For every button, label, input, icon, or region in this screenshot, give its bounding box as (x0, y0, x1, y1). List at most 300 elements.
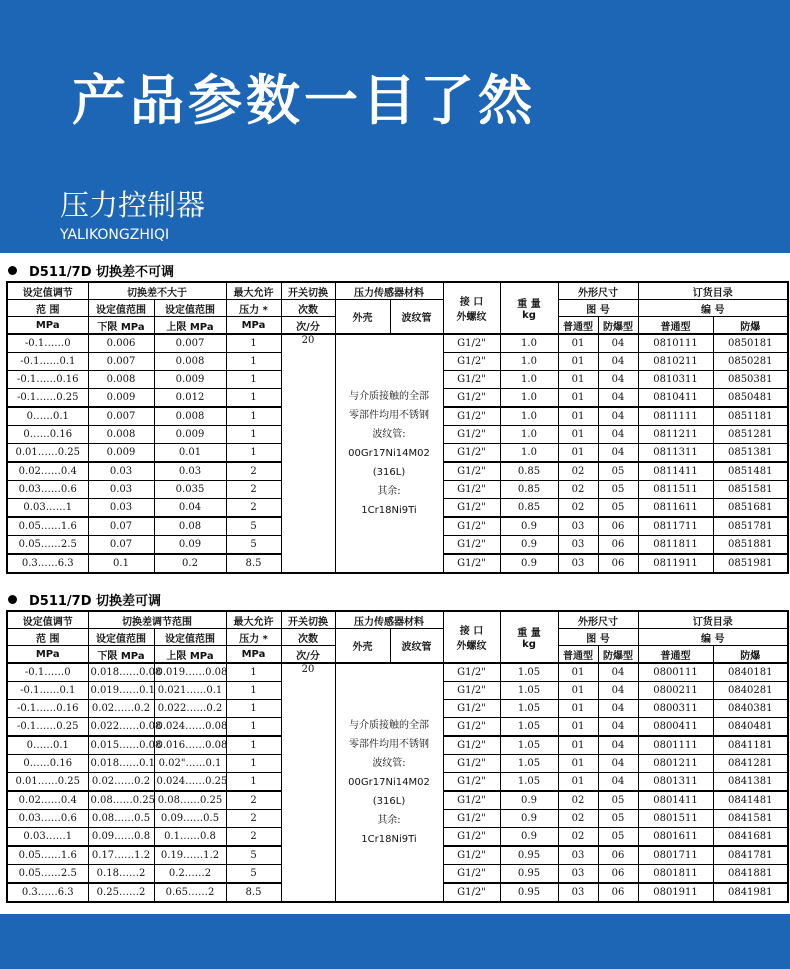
table-cell: 0.3……6.3 (7, 883, 88, 902)
table-cell: -0.1……0.25 (7, 718, 88, 737)
table-cell: 0.007 (154, 334, 226, 353)
table-cell: G1/2" (443, 663, 500, 682)
table-cell: G1/2" (443, 846, 500, 865)
table-cell: 0.03……0.6 (7, 481, 88, 499)
table-cell: 04 (598, 353, 638, 371)
table-cell: G1/2" (443, 426, 500, 444)
table-cell: 0.035 (154, 481, 226, 499)
footer-band (0, 914, 790, 969)
col-header-order-sub: 编 号 (638, 300, 788, 317)
spec-sheet (0, 253, 790, 914)
table-cell: 0850481 (713, 389, 788, 408)
table-cell: 0.021……0.1 (154, 682, 226, 700)
table-cell: 0801911 (638, 883, 713, 902)
col-header-port (443, 282, 500, 334)
table-cell: 0811211 (638, 426, 713, 444)
material-note (335, 334, 443, 573)
table-cell: 05 (598, 499, 638, 518)
table-cell: 1.05 (500, 736, 558, 755)
col-header-range-2: 范 围 (7, 300, 88, 317)
col-header-weight (500, 282, 558, 334)
spec-section-2 (6, 588, 787, 903)
table-cell: 0.02……0.2 (88, 773, 154, 792)
table-cell: 05 (598, 810, 638, 828)
table-cell: 0.2 (154, 554, 226, 573)
table-cell: 0851781 (713, 517, 788, 536)
col-header-order-normal: 普通型 (638, 317, 713, 335)
table-cell: 1.05 (500, 682, 558, 700)
table-cell: 01 (558, 663, 598, 682)
material-line: (316L) (372, 467, 406, 478)
table-cell: 0.08……0.5 (88, 810, 154, 828)
table-cell: 01 (558, 773, 598, 792)
table-cell: 0851181 (713, 407, 788, 426)
col-header-switch-count: 开关切换 (281, 282, 335, 300)
table-cell: 0.006 (88, 334, 154, 353)
table-cell: 05 (598, 791, 638, 810)
table-cell: 04 (598, 718, 638, 737)
table-cell: 0.9 (500, 828, 558, 847)
table-cell: 0.9 (500, 791, 558, 810)
table-cell: 0.01……0.25 (7, 444, 88, 463)
table-cell: 0.08……0.25 (88, 791, 154, 810)
table-cell: 01 (558, 389, 598, 408)
table-cell: 1 (226, 407, 281, 426)
table-cell: G1/2" (443, 791, 500, 810)
col-header-dim-normal: 普通型 (558, 646, 598, 664)
table-cell: 1.0 (500, 426, 558, 444)
table-cell: 0801511 (638, 810, 713, 828)
table-cell: 0.007 (88, 353, 154, 371)
table-cell: 04 (598, 755, 638, 773)
table-cell: G1/2" (443, 444, 500, 463)
table-cell: 0.9 (500, 517, 558, 536)
table-cell: 0.022……0.08 (88, 718, 154, 737)
table-cell: 03 (558, 536, 598, 555)
table-cell: G1/2" (443, 407, 500, 426)
table-cell: 1 (226, 700, 281, 718)
table-cell: G1/2" (443, 481, 500, 499)
table-cell: 03 (558, 846, 598, 865)
table-cell: G1/2" (443, 828, 500, 847)
table-cell: 0.009 (154, 426, 226, 444)
col-header-switch-count-2: 次数 (281, 300, 335, 317)
table-cell: 04 (598, 700, 638, 718)
table-cell: 0811811 (638, 536, 713, 555)
table-cell: 0850181 (713, 334, 788, 353)
col-header-dim-explosion: 防爆型 (598, 317, 638, 335)
table-cell: 0.07 (88, 536, 154, 555)
table-cell: 0811911 (638, 554, 713, 573)
col-header-switch-count-2: 次数 (281, 629, 335, 646)
table-cell: 0840181 (713, 663, 788, 682)
table-cell: 1 (226, 755, 281, 773)
table-cell: G1/2" (443, 718, 500, 737)
col-header-sensor-material: 压力传感器材料 (335, 282, 443, 300)
table-cell: 0.022……0.2 (154, 700, 226, 718)
table-cell: 0.95 (500, 865, 558, 884)
table-cell: 0840481 (713, 718, 788, 737)
port-header-line1: 接 口 (459, 297, 484, 308)
table-cell: 0810211 (638, 353, 713, 371)
col-header-weight (500, 611, 558, 663)
table-cell: 0.95 (500, 883, 558, 902)
table-cell: 0.01……0.25 (7, 773, 88, 792)
col-header-range: 设定值调节 (7, 611, 88, 629)
material-line: 1Cr18Ni9Ti (361, 505, 417, 516)
table-cell: 0.85 (500, 481, 558, 499)
port-header-line2: 外螺纹 (456, 312, 487, 323)
table-cell: 0.1 (88, 554, 154, 573)
table-cell: 01 (558, 353, 598, 371)
table-cell: 0.024……0.25 (154, 773, 226, 792)
weight-header-line2: kg (522, 310, 536, 321)
table-cell: 0.95 (500, 846, 558, 865)
table-cell: 0.01 (154, 444, 226, 463)
bullet-icon (8, 595, 17, 604)
table-cell: 0.3……6.3 (7, 554, 88, 573)
col-header-max-pressure-unit: MPa (226, 317, 281, 335)
table-cell: 0801711 (638, 846, 713, 865)
material-line: 与介质接触的全部 (349, 720, 429, 731)
table-cell: 04 (598, 682, 638, 700)
material-line: 零部件均用不锈钢 (349, 739, 429, 750)
table-cell: 1.05 (500, 718, 558, 737)
table-cell: 2 (226, 481, 281, 499)
table-cell: 0.02……0.4 (7, 462, 88, 481)
table-cell: 0841881 (713, 865, 788, 884)
table-cell: 0.03 (88, 499, 154, 518)
table-cell: 0.018……0.1 (88, 755, 154, 773)
table-cell: -0.1……0.25 (7, 389, 88, 408)
table-cell: 0.03 (88, 481, 154, 499)
table-cell: 0851881 (713, 536, 788, 555)
table-cell: G1/2" (443, 755, 500, 773)
table-cell: 1 (226, 334, 281, 353)
table-cell: 2 (226, 499, 281, 518)
table-cell: 0……0.16 (7, 426, 88, 444)
table-cell: 0811411 (638, 462, 713, 481)
section-heading (6, 588, 787, 610)
table-cell: 04 (598, 773, 638, 792)
table-cell: 0800111 (638, 663, 713, 682)
table-cell: G1/2" (443, 389, 500, 408)
col-header-max-pressure-unit: MPa (226, 646, 281, 664)
table-cell: G1/2" (443, 865, 500, 884)
table-cell: 0.02……0.4 (7, 791, 88, 810)
table-cell: 0.09……0.5 (154, 810, 226, 828)
table-cell: 5 (226, 517, 281, 536)
material-line: 波纹管: (372, 758, 406, 769)
material-line: 与介质接触的全部 (349, 391, 429, 402)
col-header-diff-high-unit: 上限 MPa (154, 646, 226, 664)
table-cell: 06 (598, 883, 638, 902)
table-cell: 1 (226, 736, 281, 755)
material-line: 波纹管: (372, 429, 406, 440)
col-header-range: 设定值调节 (7, 282, 88, 300)
table-cell: G1/2" (443, 334, 500, 353)
table-cell: 0811711 (638, 517, 713, 536)
table-cell: 2 (226, 828, 281, 847)
col-header-range-2: 范 围 (7, 629, 88, 646)
col-header-max-pressure: 最大允许 (226, 282, 281, 300)
col-header-dim-explosion: 防爆型 (598, 646, 638, 664)
table-cell: 1 (226, 371, 281, 389)
table-cell: 0.9 (500, 810, 558, 828)
table-cell: G1/2" (443, 353, 500, 371)
col-header-dim-sub: 图 号 (558, 300, 638, 317)
table-cell: G1/2" (443, 700, 500, 718)
weight-header-line1: 重 量 (517, 628, 541, 639)
product-subtitle: 压力控制器 (60, 188, 206, 222)
col-header-range-unit: MPa (7, 646, 88, 664)
table-cell: 0841581 (713, 810, 788, 828)
table-cell: 2 (226, 791, 281, 810)
col-header-switch-count-unit: 次/分 (281, 317, 335, 335)
col-header-diff-low-unit: 下限 MPa (88, 646, 154, 664)
col-header-switch-count-unit: 次/分 (281, 646, 335, 664)
col-header-port (443, 611, 500, 663)
table-cell: 0.03……1 (7, 499, 88, 518)
table-cell: 0801811 (638, 865, 713, 884)
table-cell: 0851281 (713, 426, 788, 444)
table-cell: 03 (558, 883, 598, 902)
table-cell: 1.0 (500, 353, 558, 371)
table-cell: 0……0.16 (7, 755, 88, 773)
table-cell: 0810111 (638, 334, 713, 353)
table-cell: 04 (598, 407, 638, 426)
material-line: 零部件均用不锈钢 (349, 410, 429, 421)
table-cell: 1 (226, 718, 281, 737)
col-header-order-normal: 普通型 (638, 646, 713, 664)
table-cell: 01 (558, 426, 598, 444)
table-cell: 0.05……1.6 (7, 517, 88, 536)
col-header-diff-high-unit: 上限 MPa (154, 317, 226, 335)
table-cell: -0.1……0.1 (7, 353, 88, 371)
table-cell: 0851581 (713, 481, 788, 499)
col-header-diff-low-unit: 下限 MPa (88, 317, 154, 335)
table-cell: 0.019……0.1 (88, 682, 154, 700)
table-cell: 0.65……2 (154, 883, 226, 902)
table-cell: 0841481 (713, 791, 788, 810)
material-line: 其余: (377, 486, 401, 497)
table-cell: 0.018……0.08 (88, 663, 154, 682)
table-cell: 0.05……2.5 (7, 536, 88, 555)
table-cell: 0851981 (713, 554, 788, 573)
table-cell: 01 (558, 755, 598, 773)
table-cell: 0811611 (638, 499, 713, 518)
table-cell: 0810311 (638, 371, 713, 389)
table-cell: 5 (226, 846, 281, 865)
material-line: 其余: (377, 815, 401, 826)
table-cell: 8.5 (226, 883, 281, 902)
table-cell: 0841981 (713, 883, 788, 902)
table-cell: 0801411 (638, 791, 713, 810)
table-cell: 05 (598, 828, 638, 847)
table-cell: G1/2" (443, 499, 500, 518)
table-cell: 03 (558, 554, 598, 573)
table-cell: 02 (558, 499, 598, 518)
table-row (7, 663, 788, 682)
switch-count-value: 20 (281, 663, 335, 902)
table-cell: 0.019……0.08 (154, 663, 226, 682)
weight-header-line2: kg (522, 639, 536, 650)
table-cell: 06 (598, 554, 638, 573)
product-pinyin: YALIKONGZHIQI (60, 227, 170, 243)
table-cell: 2 (226, 462, 281, 481)
table-cell: 0.19……1.2 (154, 846, 226, 865)
spec-table (6, 281, 789, 574)
table-cell: 0851681 (713, 499, 788, 518)
table-cell: 0850281 (713, 353, 788, 371)
col-header-bellows: 波纹管 (390, 629, 443, 664)
col-header-diff-low: 设定值范围 (88, 629, 154, 646)
table-cell: 04 (598, 663, 638, 682)
spec-table (6, 610, 789, 903)
table-cell: 0841681 (713, 828, 788, 847)
table-cell: 1.05 (500, 773, 558, 792)
table-cell: 0.016……0.08 (154, 736, 226, 755)
table-cell: 5 (226, 865, 281, 884)
table-cell: 06 (598, 517, 638, 536)
table-cell: 1 (226, 426, 281, 444)
section-title: D511/7D 切换差可调 (29, 593, 162, 609)
table-cell: 0.09……0.8 (88, 828, 154, 847)
table-cell: 04 (598, 334, 638, 353)
col-header-dim-group: 外形尺寸 (558, 611, 638, 629)
table-cell: 0811511 (638, 481, 713, 499)
table-cell: 0.007 (88, 407, 154, 426)
material-line: (316L) (372, 796, 406, 807)
table-row (7, 334, 788, 353)
col-header-sensor-material: 压力传感器材料 (335, 611, 443, 629)
table-cell: 0811311 (638, 444, 713, 463)
table-cell: 0801311 (638, 773, 713, 792)
table-cell: G1/2" (443, 810, 500, 828)
table-cell: 04 (598, 371, 638, 389)
table-cell: -0.1……0.1 (7, 682, 88, 700)
col-header-order-group: 订货目录 (638, 611, 788, 629)
col-header-diff-low: 设定值范围 (88, 300, 154, 317)
table-cell: 1.0 (500, 334, 558, 353)
table-cell: G1/2" (443, 536, 500, 555)
table-cell: 03 (558, 865, 598, 884)
table-cell: 0.2……2 (154, 865, 226, 884)
table-cell: 0801211 (638, 755, 713, 773)
table-cell: 0.18……2 (88, 865, 154, 884)
table-cell: 0.85 (500, 462, 558, 481)
table-cell: 0.05……1.6 (7, 846, 88, 865)
col-header-max-pressure: 最大允许 (226, 611, 281, 629)
table-cell: 0800411 (638, 718, 713, 737)
table-cell: 01 (558, 371, 598, 389)
bullet-icon (8, 266, 17, 275)
section-heading (6, 259, 787, 281)
table-cell: 0.02"……0.1 (154, 755, 226, 773)
table-cell: 2 (226, 810, 281, 828)
table-cell: 0.03……1 (7, 828, 88, 847)
table-cell: 06 (598, 865, 638, 884)
table-cell: 0.9 (500, 536, 558, 555)
table-cell: 01 (558, 700, 598, 718)
table-cell: 02 (558, 810, 598, 828)
table-cell: 8.5 (226, 554, 281, 573)
material-note (335, 663, 443, 902)
table-cell: 06 (598, 846, 638, 865)
table-cell: 0800311 (638, 700, 713, 718)
col-header-order-explosion: 防爆 (713, 317, 788, 335)
table-cell: 0.09 (154, 536, 226, 555)
table-cell: 0.008 (88, 371, 154, 389)
table-cell: 0841781 (713, 846, 788, 865)
section-title: D511/7D 切换差不可调 (29, 264, 175, 280)
table-cell: 0……0.1 (7, 736, 88, 755)
table-cell: 0.012 (154, 389, 226, 408)
table-cell: 0840381 (713, 700, 788, 718)
col-header-diff-group: 切换差不大于 (88, 282, 226, 300)
table-cell: 0841181 (713, 736, 788, 755)
table-cell: 04 (598, 389, 638, 408)
table-cell: 0.08 (154, 517, 226, 536)
table-cell: 1 (226, 773, 281, 792)
table-cell: 04 (598, 736, 638, 755)
table-cell: 06 (598, 536, 638, 555)
table-cell: 0801111 (638, 736, 713, 755)
col-header-dim-sub: 图 号 (558, 629, 638, 646)
table-cell: 1.0 (500, 389, 558, 408)
table-cell: G1/2" (443, 371, 500, 389)
table-cell: -0.1……0.16 (7, 371, 88, 389)
table-cell: 04 (598, 426, 638, 444)
col-header-order-group: 订货目录 (638, 282, 788, 300)
table-cell: G1/2" (443, 554, 500, 573)
col-header-diff-high: 设定值范围 (154, 300, 226, 317)
table-cell: 0.03……0.6 (7, 810, 88, 828)
table-cell: 0.04 (154, 499, 226, 518)
table-cell: 1.05 (500, 700, 558, 718)
page-title: 产品参数一目了然 (72, 69, 536, 132)
table-cell: 0841281 (713, 755, 788, 773)
table-cell: G1/2" (443, 682, 500, 700)
table-cell: 0.024……0.08 (154, 718, 226, 737)
table-cell: 0.009 (88, 389, 154, 408)
col-header-shell: 外壳 (335, 300, 390, 335)
table-cell: 0.17……1.2 (88, 846, 154, 865)
table-cell: 5 (226, 536, 281, 555)
table-cell: G1/2" (443, 462, 500, 481)
table-cell: 0801611 (638, 828, 713, 847)
col-header-shell: 外壳 (335, 629, 390, 664)
table-cell: 0851481 (713, 462, 788, 481)
col-header-switch-count: 开关切换 (281, 611, 335, 629)
table-cell: 0841381 (713, 773, 788, 792)
table-cell: -0.1……0 (7, 663, 88, 682)
spec-section-1 (6, 259, 787, 574)
table-cell: 05 (598, 462, 638, 481)
table-cell: 03 (558, 517, 598, 536)
table-cell: 0810411 (638, 389, 713, 408)
table-cell: -0.1……0 (7, 334, 88, 353)
table-cell: 0.009 (88, 444, 154, 463)
table-cell: G1/2" (443, 736, 500, 755)
table-cell: 0.008 (88, 426, 154, 444)
table-cell: G1/2" (443, 773, 500, 792)
table-cell: 0800211 (638, 682, 713, 700)
table-cell: 0840281 (713, 682, 788, 700)
switch-count-value: 20 (281, 334, 335, 573)
col-header-order-explosion: 防爆 (713, 646, 788, 664)
col-header-range-unit: MPa (7, 317, 88, 335)
